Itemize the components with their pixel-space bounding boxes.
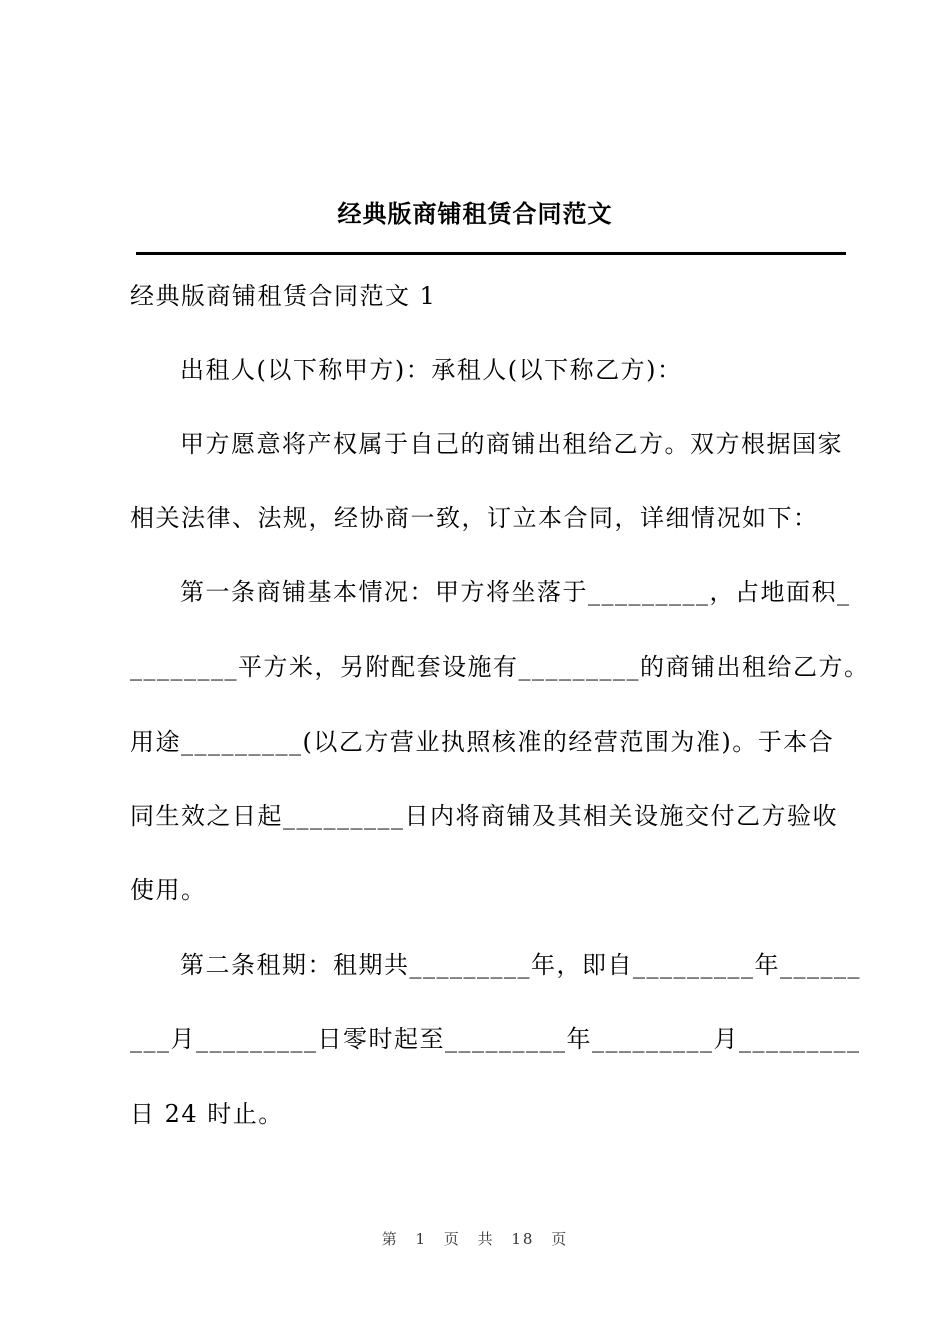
paragraph-line: 相关法律、法规，经协商一致，订立本合同，详细情况如下：: [130, 504, 819, 532]
paragraph-line: 第二条租期：租期共_________年，即自_________年______: [180, 951, 861, 979]
page-number-footer: 第 1 页 共 18 页: [381, 1230, 569, 1248]
paragraph-line: 第一条商铺基本情况：甲方将坐落于_________，占地面积_: [180, 578, 851, 606]
section-heading: 经典版商铺租赁合同范文 1: [130, 282, 437, 310]
paragraph-line: 甲方愿意将产权属于自己的商铺出租给乙方。双方根据国家: [180, 430, 843, 458]
paragraph-line: 用途_________(以乙方营业执照核准的经营范围为准)。于本合: [130, 728, 835, 756]
title-rule: [136, 252, 846, 255]
paragraph-line: 同生效之日起_________日内将商铺及其相关设施交付乙方验收: [130, 802, 838, 830]
paragraph-line: 日 24 时止。: [130, 1100, 284, 1128]
paragraph-line: ___月_________日零时起至_________年_________月_________: [130, 1025, 861, 1053]
paragraph-line: 使用。: [130, 876, 207, 904]
paragraph-line: 出租人(以下称甲方)：承租人(以下称乙方)：: [180, 356, 683, 384]
paragraph-line: ________平方米，另附配套设施有_________的商铺出租给乙方。: [130, 653, 870, 681]
document-title: 经典版商铺租赁合同范文: [337, 199, 613, 228]
